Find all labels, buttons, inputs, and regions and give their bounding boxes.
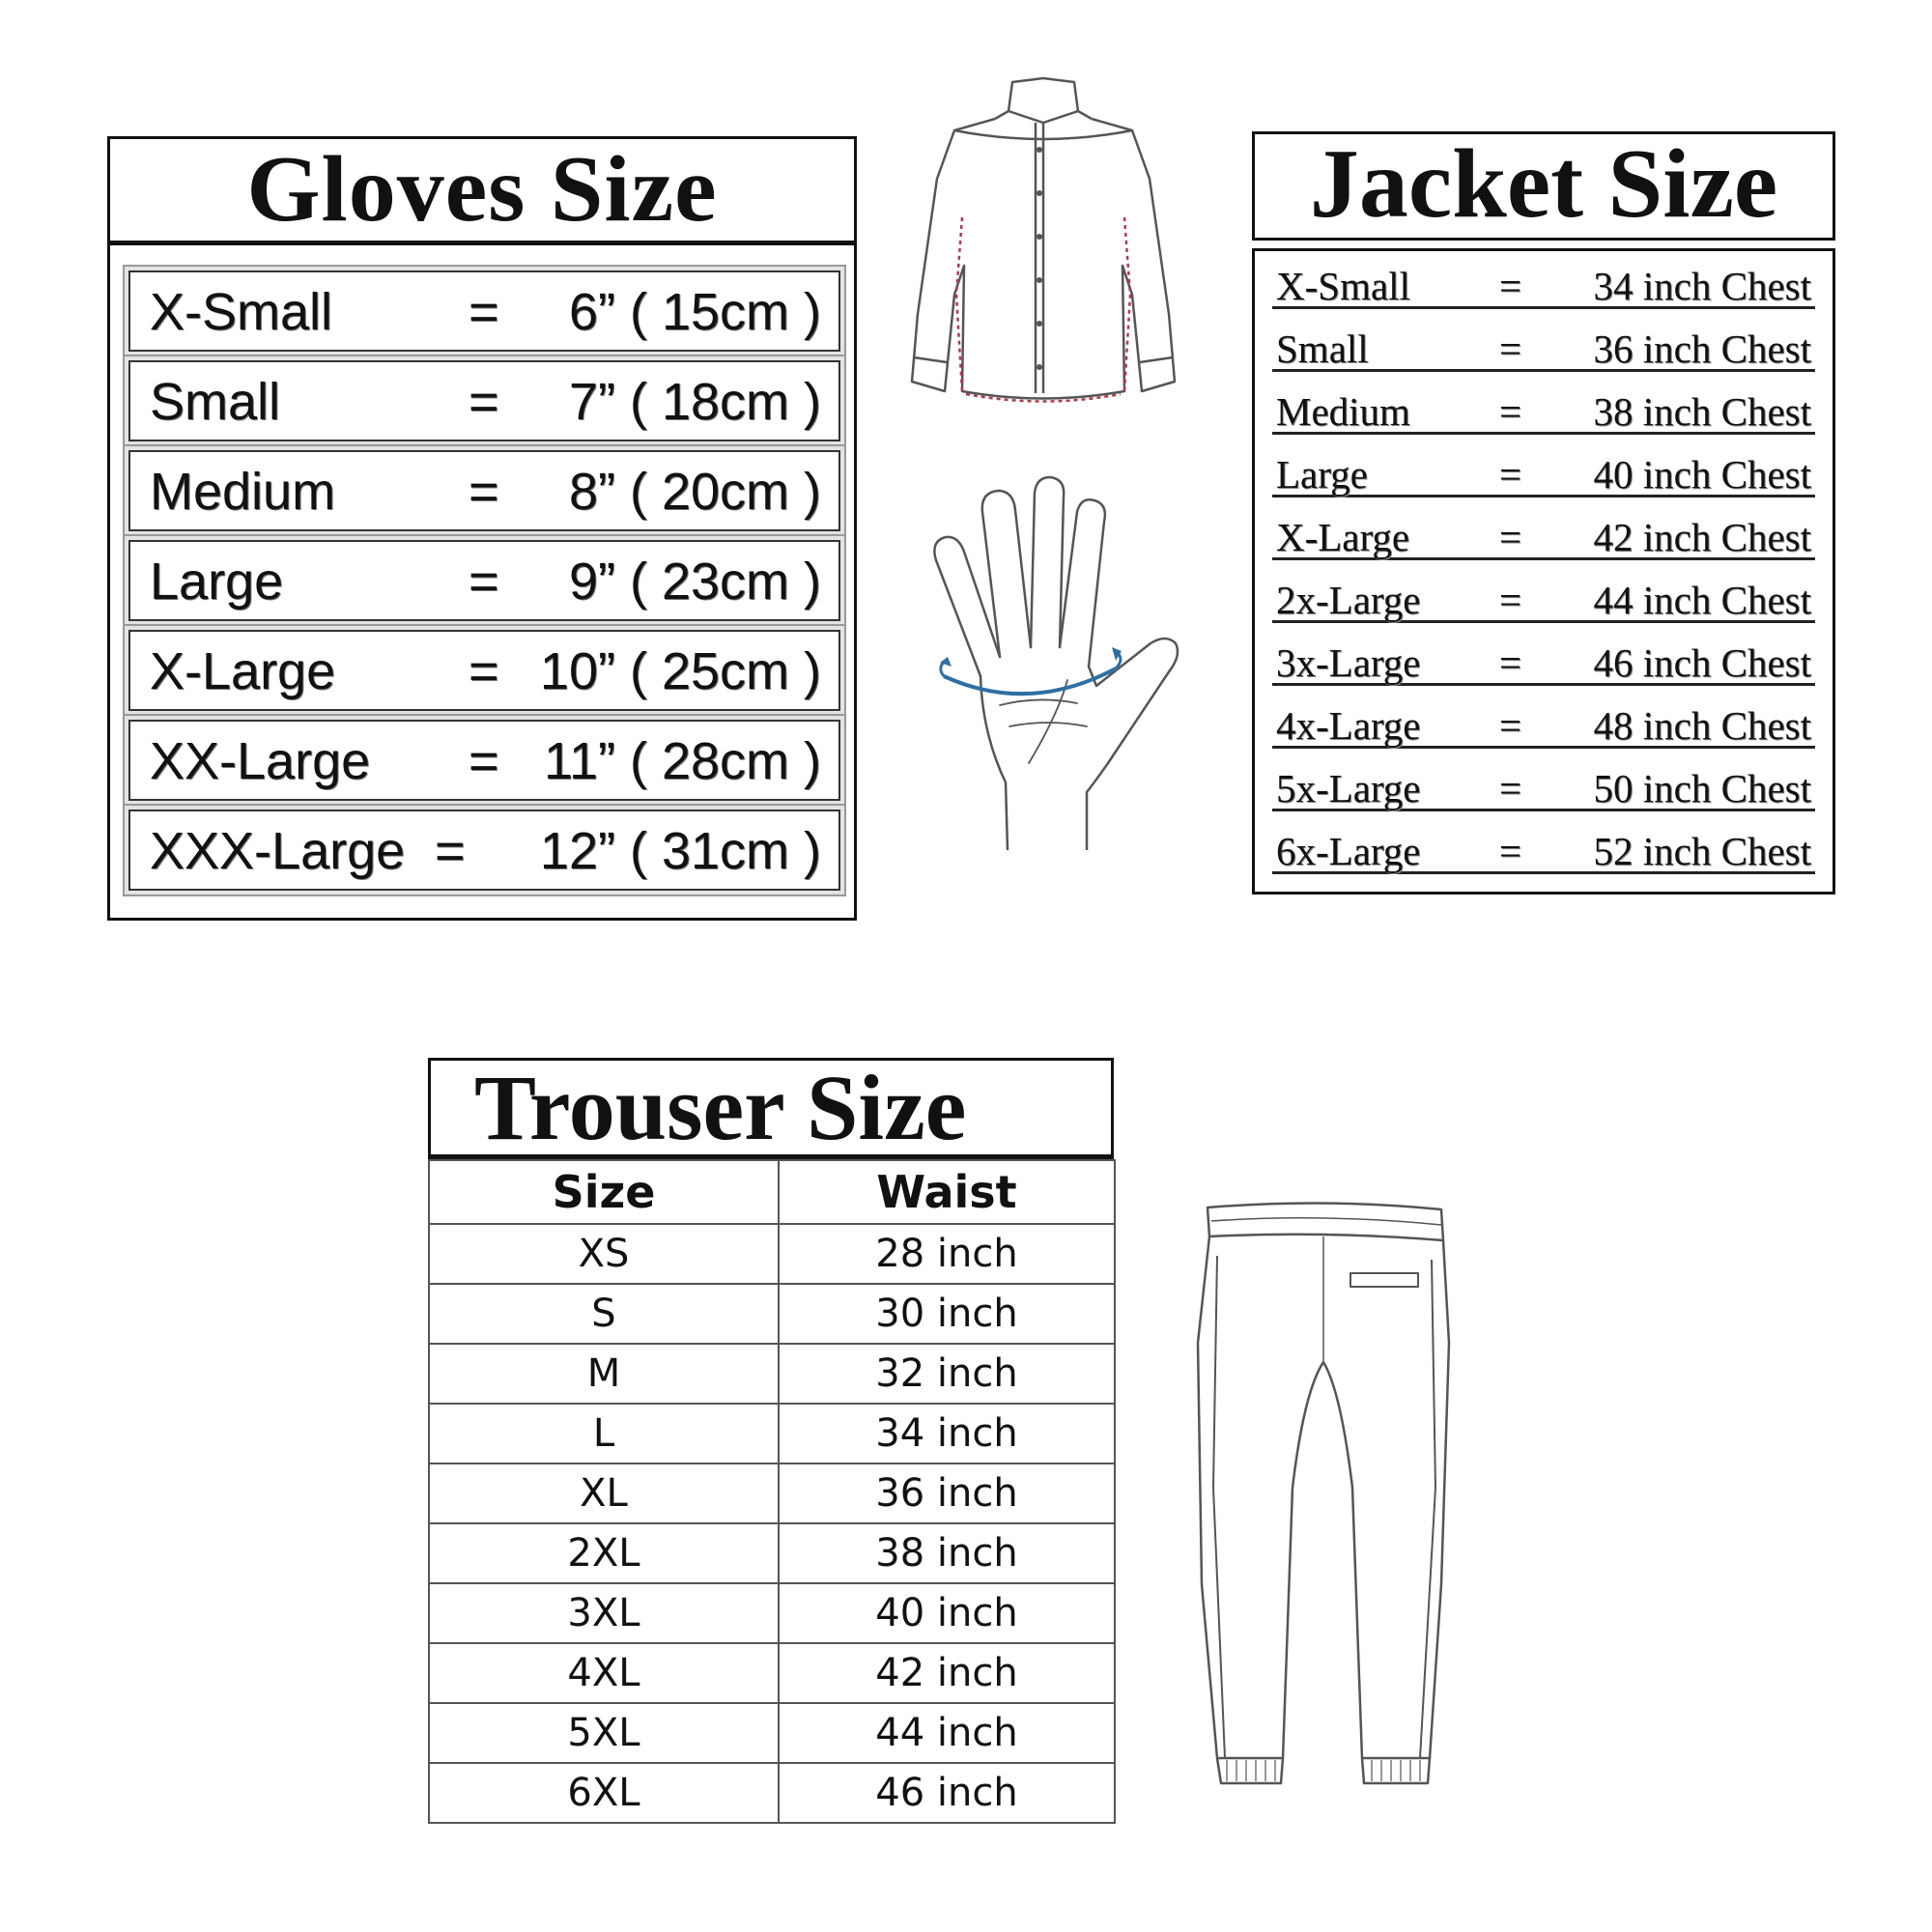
size-cell: XS [429, 1224, 779, 1284]
gloves-size-chart [107, 136, 857, 921]
table-row [429, 1583, 1115, 1643]
jacket-size-label: 6x-Large [1276, 829, 1421, 873]
jacket-measure: 42 inch Chest [1593, 515, 1811, 559]
equals-sign: = [1499, 640, 1522, 685]
size-cell: 6XL [429, 1763, 779, 1823]
gloves-size-label: Medium [150, 463, 336, 521]
equals-sign: = [1499, 578, 1522, 622]
gloves-row [128, 630, 840, 711]
gloves-size-label: X-Large [150, 642, 336, 700]
gloves-measure: 10” ( 25cm ) [539, 642, 821, 700]
trouser-size-table [428, 1159, 1116, 1824]
size-cell: 3XL [429, 1583, 779, 1643]
equals-sign: = [1499, 703, 1522, 748]
jacket-row [1272, 700, 1815, 749]
gloves-row [128, 360, 840, 441]
gloves-size-label: Small [150, 373, 281, 431]
gloves-size-label: X-Small [150, 283, 333, 341]
jacket-row [1272, 763, 1815, 811]
jacket-size-label: 3x-Large [1276, 640, 1421, 685]
size-cell: XL [429, 1463, 779, 1523]
equals-sign: = [435, 822, 466, 880]
waist-cell: 42 inch [779, 1643, 1115, 1703]
gloves-measure: 9” ( 23cm ) [568, 553, 821, 611]
jacket-row [1272, 826, 1815, 874]
equals-sign: = [469, 553, 499, 611]
jacket-measure: 36 inch Chest [1593, 327, 1811, 371]
size-cell: 2XL [429, 1523, 779, 1583]
gloves-row [128, 270, 840, 352]
equals-sign: = [469, 642, 499, 700]
gloves-measure: 12” ( 31cm ) [539, 822, 821, 880]
gloves-size-label: XX-Large [150, 732, 371, 790]
jacket-title: Jacket Size [1252, 131, 1835, 241]
size-cell: M [429, 1344, 779, 1404]
size-cell: 5XL [429, 1703, 779, 1763]
jacket-measure: 52 inch Chest [1593, 829, 1811, 873]
jacket-row [1272, 512, 1815, 560]
jacket-row [1272, 575, 1815, 623]
jacket-size-label: 5x-Large [1276, 766, 1421, 810]
waist-cell: 30 inch [779, 1284, 1115, 1344]
jacket-measure: 48 inch Chest [1593, 703, 1811, 748]
size-cell: S [429, 1284, 779, 1344]
equals-sign: = [1499, 327, 1522, 371]
jacket-measure: 44 inch Chest [1593, 578, 1811, 622]
gloves-row [128, 540, 840, 621]
gloves-row [128, 720, 840, 801]
size-cell: L [429, 1404, 779, 1463]
gloves-measure: 8” ( 20cm ) [568, 463, 821, 521]
table-row [429, 1224, 1115, 1284]
jacket-size-label: Medium [1276, 389, 1410, 434]
gloves-size-label: Large [150, 553, 284, 611]
table-row [429, 1763, 1115, 1823]
equals-sign: = [469, 283, 499, 341]
equals-sign: = [1499, 389, 1522, 434]
gloves-measure: 6” ( 15cm ) [568, 283, 821, 341]
jacket-row [1272, 386, 1815, 435]
gloves-measure: 7” ( 18cm ) [568, 373, 821, 431]
jacket-measure: 40 inch Chest [1593, 452, 1811, 497]
jacket-size-label: Large [1276, 452, 1368, 497]
table-row [429, 1404, 1115, 1463]
equals-sign: = [1499, 515, 1522, 559]
equals-sign: = [469, 463, 499, 521]
table-row [429, 1463, 1115, 1523]
hand-measure-icon [923, 473, 1193, 850]
waist-cell: 38 inch [779, 1523, 1115, 1583]
table-row [429, 1284, 1115, 1344]
waist-cell: 40 inch [779, 1583, 1115, 1643]
table-row [429, 1643, 1115, 1703]
size-cell: 4XL [429, 1643, 779, 1703]
equals-sign: = [1499, 766, 1522, 810]
jacket-measure: 34 inch Chest [1593, 264, 1811, 308]
jacket-measure: 38 inch Chest [1593, 389, 1811, 434]
shirt-icon [898, 72, 1188, 411]
jacket-measure: 46 inch Chest [1593, 640, 1811, 685]
table-header-row [429, 1160, 1115, 1224]
table-row [429, 1523, 1115, 1583]
waist-cell: 28 inch [779, 1224, 1115, 1284]
trousers-icon [1188, 1198, 1459, 1797]
jacket-size-label: 2x-Large [1276, 578, 1421, 622]
gloves-size-label: XXX-Large [150, 822, 406, 880]
equals-sign: = [469, 732, 499, 790]
jacket-size-label: X-Large [1276, 515, 1410, 559]
size-column-header: Size [429, 1160, 779, 1224]
waist-column-header: Waist [779, 1160, 1115, 1224]
waist-cell: 44 inch [779, 1703, 1115, 1763]
waist-cell: 46 inch [779, 1763, 1115, 1823]
gloves-title: Gloves Size [110, 139, 854, 245]
jacket-row [1272, 261, 1815, 309]
table-row [429, 1703, 1115, 1763]
jacket-size-label: Small [1276, 327, 1369, 371]
jacket-row [1272, 638, 1815, 686]
jacket-row [1272, 449, 1815, 497]
gloves-row [128, 450, 840, 531]
equals-sign: = [469, 373, 499, 431]
equals-sign: = [1499, 452, 1522, 497]
jacket-size-chart [1252, 248, 1835, 895]
waist-cell: 32 inch [779, 1344, 1115, 1404]
waist-cell: 34 inch [779, 1404, 1115, 1463]
waist-cell: 36 inch [779, 1463, 1115, 1523]
table-row [429, 1344, 1115, 1404]
jacket-size-label: 4x-Large [1276, 703, 1421, 748]
equals-sign: = [1499, 829, 1522, 873]
jacket-size-label: X-Small [1276, 264, 1410, 308]
equals-sign: = [1499, 264, 1522, 308]
jacket-row [1272, 324, 1815, 372]
gloves-measure: 11” ( 28cm ) [543, 732, 821, 790]
gloves-row [128, 810, 840, 891]
trouser-title: Trouser Size [428, 1058, 1114, 1159]
jacket-measure: 50 inch Chest [1593, 766, 1811, 810]
